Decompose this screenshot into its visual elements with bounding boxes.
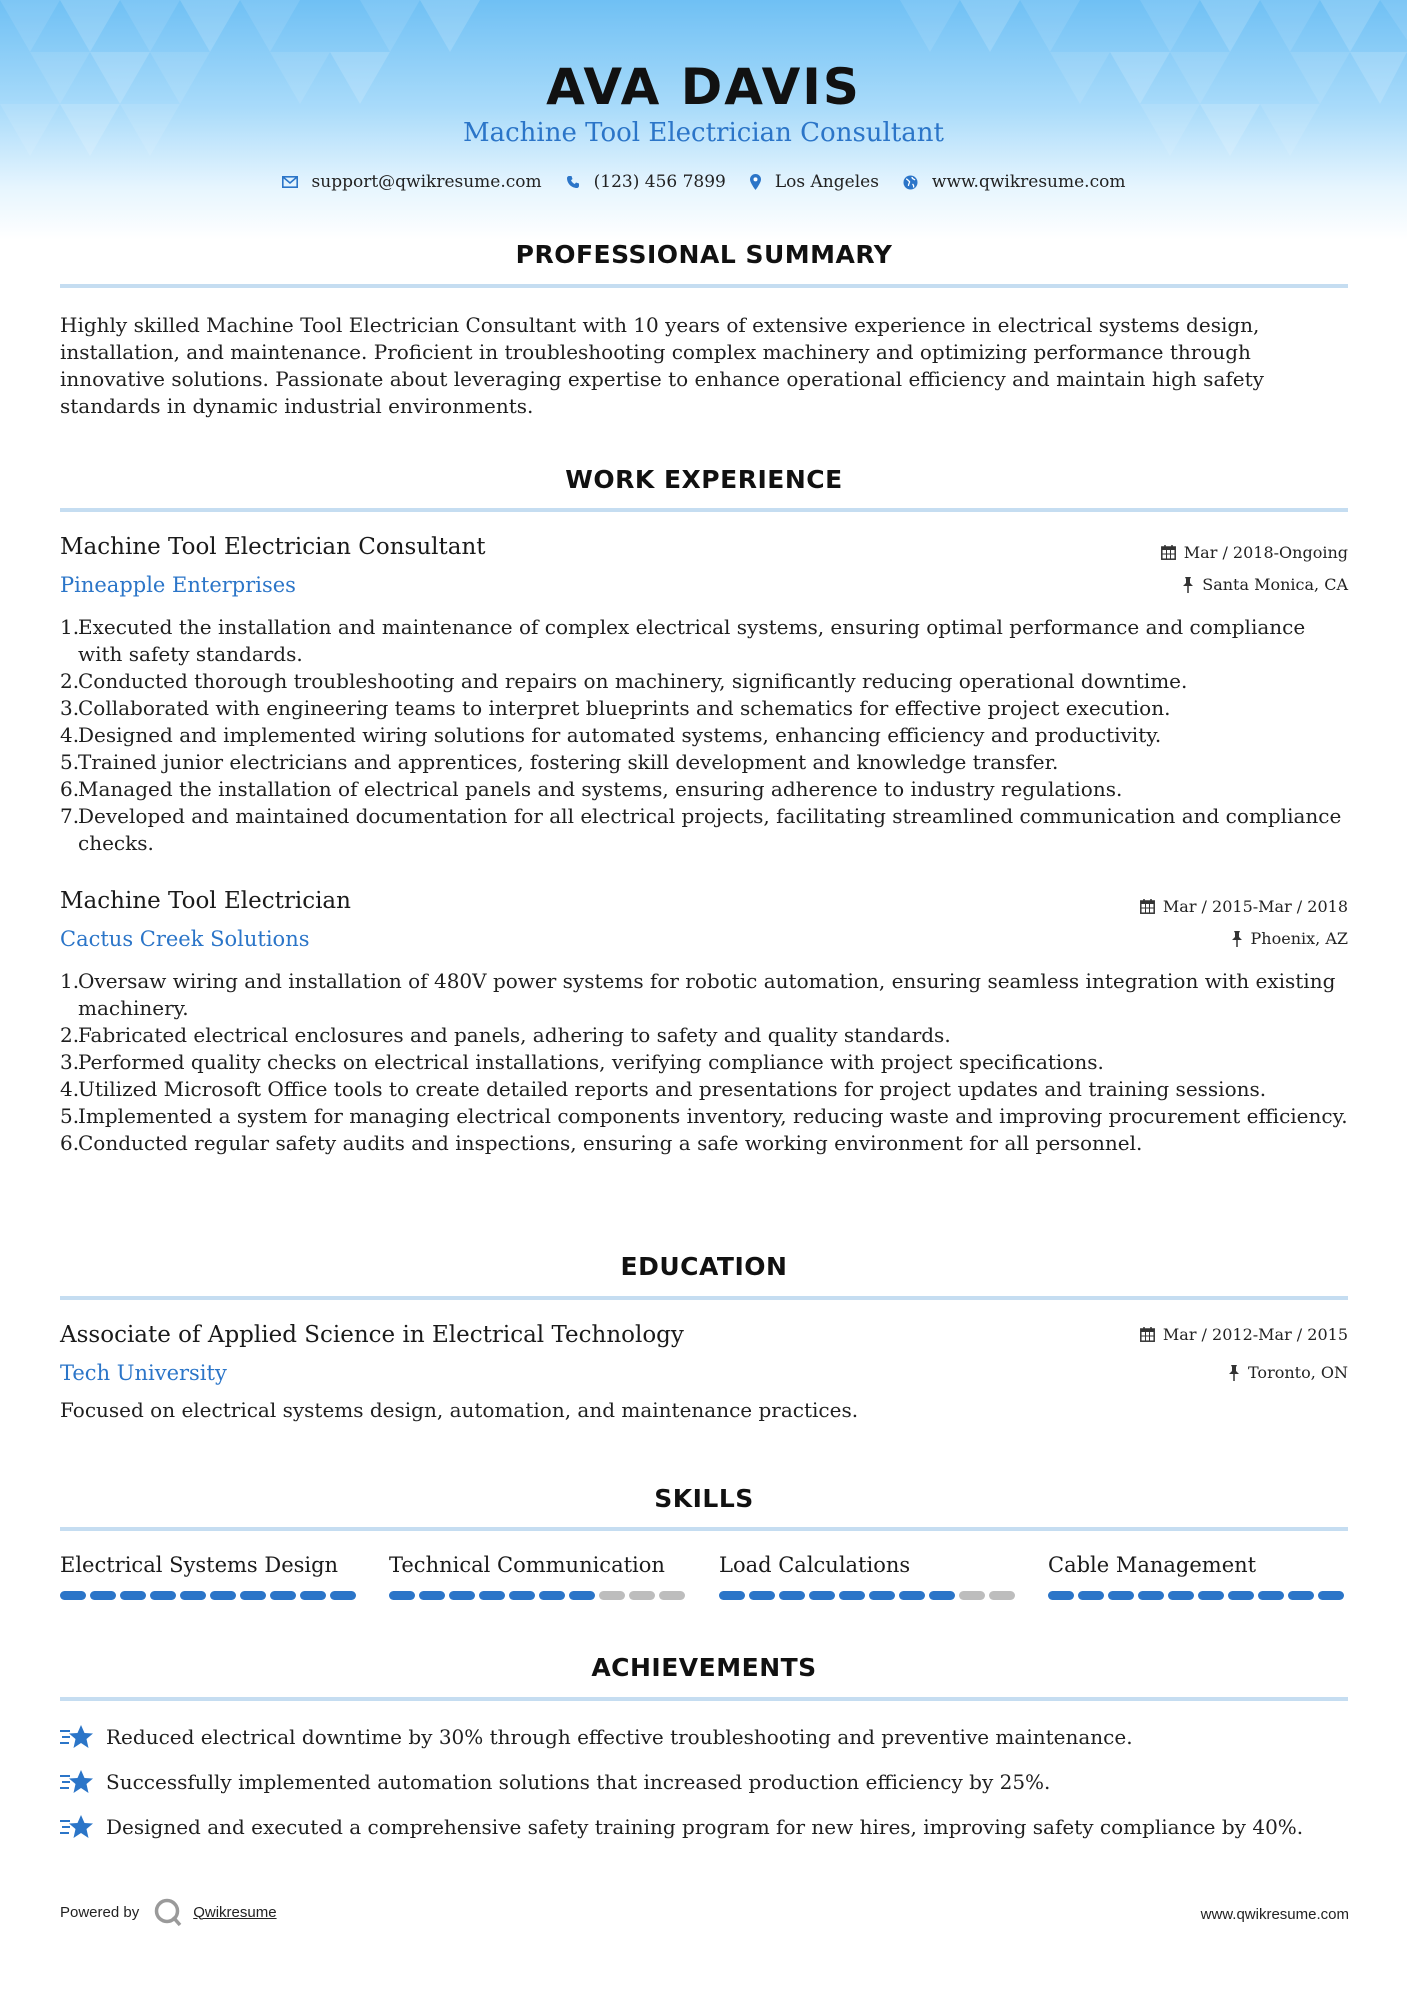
section-title-summary: PROFESSIONAL SUMMARY bbox=[515, 240, 893, 269]
skill-level-bar bbox=[719, 1591, 1019, 1600]
candidate-name: AVA DAVIS bbox=[546, 58, 861, 116]
skill-segment-filled bbox=[90, 1591, 116, 1600]
job-title: Machine Tool Electrician bbox=[60, 888, 351, 914]
achievement-text: Designed and executed a comprehensive safety training program for new hires, improving safety compliance by 40%. bbox=[106, 1815, 1304, 1839]
skill-segment-filled bbox=[839, 1591, 865, 1600]
skill-segment-empty bbox=[629, 1591, 655, 1600]
star-icon bbox=[60, 1768, 94, 1796]
location-text: Santa Monica, CA bbox=[1202, 575, 1348, 594]
skill-segment-filled bbox=[1048, 1591, 1074, 1600]
skill-segment-filled bbox=[419, 1591, 445, 1600]
school-name: Tech University bbox=[60, 1361, 227, 1385]
job-bullets bbox=[60, 614, 1350, 857]
skill-segment-filled bbox=[1168, 1591, 1194, 1600]
list-item: 6. Conducted regular safety audits and inspections, ensuring a safe working environment for all personnel. bbox=[60, 1131, 1143, 1155]
job-dates bbox=[1161, 543, 1348, 562]
section-title-experience: WORK EXPERIENCE bbox=[565, 465, 843, 494]
skill-segment-filled bbox=[1228, 1591, 1254, 1600]
skill-name: Cable Management bbox=[1048, 1553, 1257, 1577]
skill-segment-filled bbox=[1318, 1591, 1344, 1600]
skill-segment-filled bbox=[240, 1591, 266, 1600]
degree-title: Associate of Applied Science in Electrical Technology bbox=[60, 1322, 684, 1348]
skill-segment-filled bbox=[270, 1591, 296, 1600]
achievement-text: Successfully implemented automation solutions that increased production efficiency by 25%. bbox=[106, 1770, 1051, 1794]
skill-segment-empty bbox=[989, 1591, 1015, 1600]
candidate-title: Machine Tool Electrician Consultant bbox=[462, 118, 944, 148]
location-text: Toronto, ON bbox=[1248, 1363, 1348, 1382]
list-item: 2. Conducted thorough troubleshooting and repairs on machinery, significantly reducing operational downtime. bbox=[60, 669, 1188, 693]
list-item: 7. Developed and maintained documentation for all electrical projects, facilitating streamlined communication and compliance checks. bbox=[60, 804, 1342, 855]
skill-segment-filled bbox=[569, 1591, 595, 1600]
skill-segment-filled bbox=[1138, 1591, 1164, 1600]
footer-powered-by bbox=[60, 1897, 277, 1927]
list-item: 2. Fabricated electrical enclosures and panels, adhering to safety and quality standards. bbox=[60, 1023, 951, 1047]
brand-link[interactable]: Qwikresume bbox=[193, 1903, 277, 1921]
website-text: www.qwikresume.com bbox=[931, 172, 1126, 192]
skill-name: Electrical Systems Design bbox=[60, 1553, 339, 1577]
skill-name: Technical Communication bbox=[389, 1553, 665, 1577]
achievement-item bbox=[60, 1813, 1350, 1841]
skill-name: Load Calculations bbox=[719, 1553, 911, 1577]
skill-segment-empty bbox=[959, 1591, 985, 1600]
list-item: 3. Performed quality checks on electrical installations, verifying compliance with project specifications. bbox=[60, 1050, 1104, 1074]
skill-segment-filled bbox=[719, 1591, 745, 1600]
contact-location bbox=[750, 172, 879, 192]
section-divider bbox=[60, 284, 1348, 288]
skill-segment-filled bbox=[1108, 1591, 1134, 1600]
skill-item bbox=[1048, 1553, 1348, 1600]
achievement-text: Reduced electrical downtime by 30% through effective troubleshooting and preventive maintenance. bbox=[106, 1725, 1133, 1749]
section-title-skills: SKILLS bbox=[654, 1484, 754, 1513]
globe-icon bbox=[903, 175, 918, 190]
pushpin-icon bbox=[1228, 1365, 1240, 1381]
list-item: 1. Oversaw wiring and installation of 480V power systems for robotic automation, ensuring seamless integration with existing machinery. bbox=[60, 969, 1336, 1020]
skill-segment-filled bbox=[1258, 1591, 1284, 1600]
job-title: Machine Tool Electrician Consultant bbox=[60, 534, 486, 560]
skill-segment-filled bbox=[779, 1591, 805, 1600]
education-description: Focused on electrical systems design, automation, and maintenance practices. bbox=[60, 1398, 859, 1422]
skill-segment-filled bbox=[509, 1591, 535, 1600]
footer-website[interactable]: www.qwikresume.com bbox=[1200, 1906, 1349, 1923]
skill-level-bar bbox=[60, 1591, 360, 1600]
location-text: Phoenix, AZ bbox=[1250, 929, 1348, 948]
section-divider bbox=[60, 1697, 1348, 1701]
summary-text: Highly skilled Machine Tool Electrician Consultant with 10 years of extensive experience in electrical systems design, installation, and maintenance. Proficient in troubleshooting complex machinery and optimizing performance through innovative solutions. Passionate about leveraging expertise to enhance operational efficiency and maintain high safety standards in dynamic industrial environments. bbox=[60, 313, 1264, 418]
phone-icon bbox=[566, 175, 580, 189]
skill-segment-filled bbox=[150, 1591, 176, 1600]
skill-segment-filled bbox=[120, 1591, 146, 1600]
section-divider bbox=[60, 508, 1348, 512]
skill-segment-filled bbox=[449, 1591, 475, 1600]
achievement-item bbox=[60, 1768, 1350, 1796]
list-item: 3. Collaborated with engineering teams to interpret blueprints and schematics for effective project execution. bbox=[60, 696, 1171, 720]
section-title-education: EDUCATION bbox=[620, 1252, 788, 1281]
skill-level-bar bbox=[1048, 1591, 1348, 1600]
dates-text: Mar / 2018-Ongoing bbox=[1183, 543, 1348, 562]
skill-item bbox=[389, 1553, 689, 1600]
skill-segment-empty bbox=[599, 1591, 625, 1600]
contact-phone[interactable] bbox=[566, 172, 726, 192]
envelope-icon bbox=[282, 176, 298, 188]
education-dates bbox=[1140, 1325, 1348, 1344]
pushpin-icon bbox=[1231, 931, 1243, 947]
skill-item bbox=[60, 1553, 360, 1600]
list-item: 1. Executed the installation and maintenance of complex electrical systems, ensuring optimal performance and compliance with safety standards. bbox=[60, 615, 1306, 666]
contact-website[interactable] bbox=[903, 172, 1126, 192]
job-location bbox=[1231, 929, 1348, 948]
qwikresume-logo-icon bbox=[153, 1897, 183, 1927]
job-dates bbox=[1140, 897, 1348, 916]
skill-segment-filled bbox=[809, 1591, 835, 1600]
list-item: 4. Utilized Microsoft Office tools to create detailed reports and presentations for project updates and training sessions. bbox=[60, 1077, 1267, 1101]
calendar-icon bbox=[1140, 899, 1155, 914]
section-divider bbox=[60, 1527, 1348, 1531]
skill-segment-filled bbox=[389, 1591, 415, 1600]
skill-segment-filled bbox=[180, 1591, 206, 1600]
company-name: Cactus Creek Solutions bbox=[60, 927, 310, 951]
job-bullets bbox=[60, 968, 1350, 1157]
list-item: 4. Designed and implemented wiring solutions for automated systems, enhancing efficiency and productivity. bbox=[60, 723, 1162, 747]
job-location bbox=[1182, 575, 1348, 594]
skill-segment-filled bbox=[330, 1591, 356, 1600]
skill-segment-filled bbox=[1198, 1591, 1224, 1600]
skill-item bbox=[719, 1553, 1019, 1600]
phone-text: (123) 456 7899 bbox=[593, 172, 726, 192]
achievement-item bbox=[60, 1723, 1350, 1751]
list-item: 5. Trained junior electricians and apprentices, fostering skill development and knowledge transfer. bbox=[60, 750, 1059, 774]
star-icon bbox=[60, 1723, 94, 1751]
skill-segment-filled bbox=[300, 1591, 326, 1600]
skill-segment-filled bbox=[539, 1591, 565, 1600]
contact-email[interactable] bbox=[282, 172, 542, 192]
section-title-achievements: ACHIEVEMENTS bbox=[591, 1653, 817, 1682]
list-item: 5. Implemented a system for managing electrical components inventory, reducing waste and improving procurement efficiency. bbox=[60, 1104, 1348, 1128]
skill-segment-filled bbox=[60, 1591, 86, 1600]
map-pin-icon bbox=[750, 174, 761, 190]
pushpin-icon bbox=[1182, 577, 1194, 593]
calendar-icon bbox=[1140, 1327, 1155, 1342]
skill-segment-filled bbox=[899, 1591, 925, 1600]
section-divider bbox=[60, 1296, 1348, 1300]
education-location bbox=[1228, 1363, 1348, 1382]
dates-text: Mar / 2015-Mar / 2018 bbox=[1162, 897, 1348, 916]
contact-bar bbox=[0, 172, 1407, 192]
skill-segment-filled bbox=[210, 1591, 236, 1600]
powered-by-label: Powered by bbox=[60, 1903, 140, 1921]
skill-segment-filled bbox=[1288, 1591, 1314, 1600]
skill-segment-filled bbox=[749, 1591, 775, 1600]
skill-segment-filled bbox=[929, 1591, 955, 1600]
skill-segment-empty bbox=[659, 1591, 685, 1600]
list-item: 6. Managed the installation of electrical panels and systems, ensuring adherence to industry regulations. bbox=[60, 777, 1123, 801]
star-icon bbox=[60, 1813, 94, 1841]
email-text: support@qwikresume.com bbox=[311, 172, 542, 192]
calendar-icon bbox=[1161, 545, 1176, 560]
skill-segment-filled bbox=[479, 1591, 505, 1600]
skill-segment-filled bbox=[869, 1591, 895, 1600]
dates-text: Mar / 2012-Mar / 2015 bbox=[1162, 1325, 1348, 1344]
skill-level-bar bbox=[389, 1591, 689, 1600]
location-text: Los Angeles bbox=[774, 172, 879, 192]
skill-segment-filled bbox=[1078, 1591, 1104, 1600]
company-name: Pineapple Enterprises bbox=[60, 573, 296, 597]
